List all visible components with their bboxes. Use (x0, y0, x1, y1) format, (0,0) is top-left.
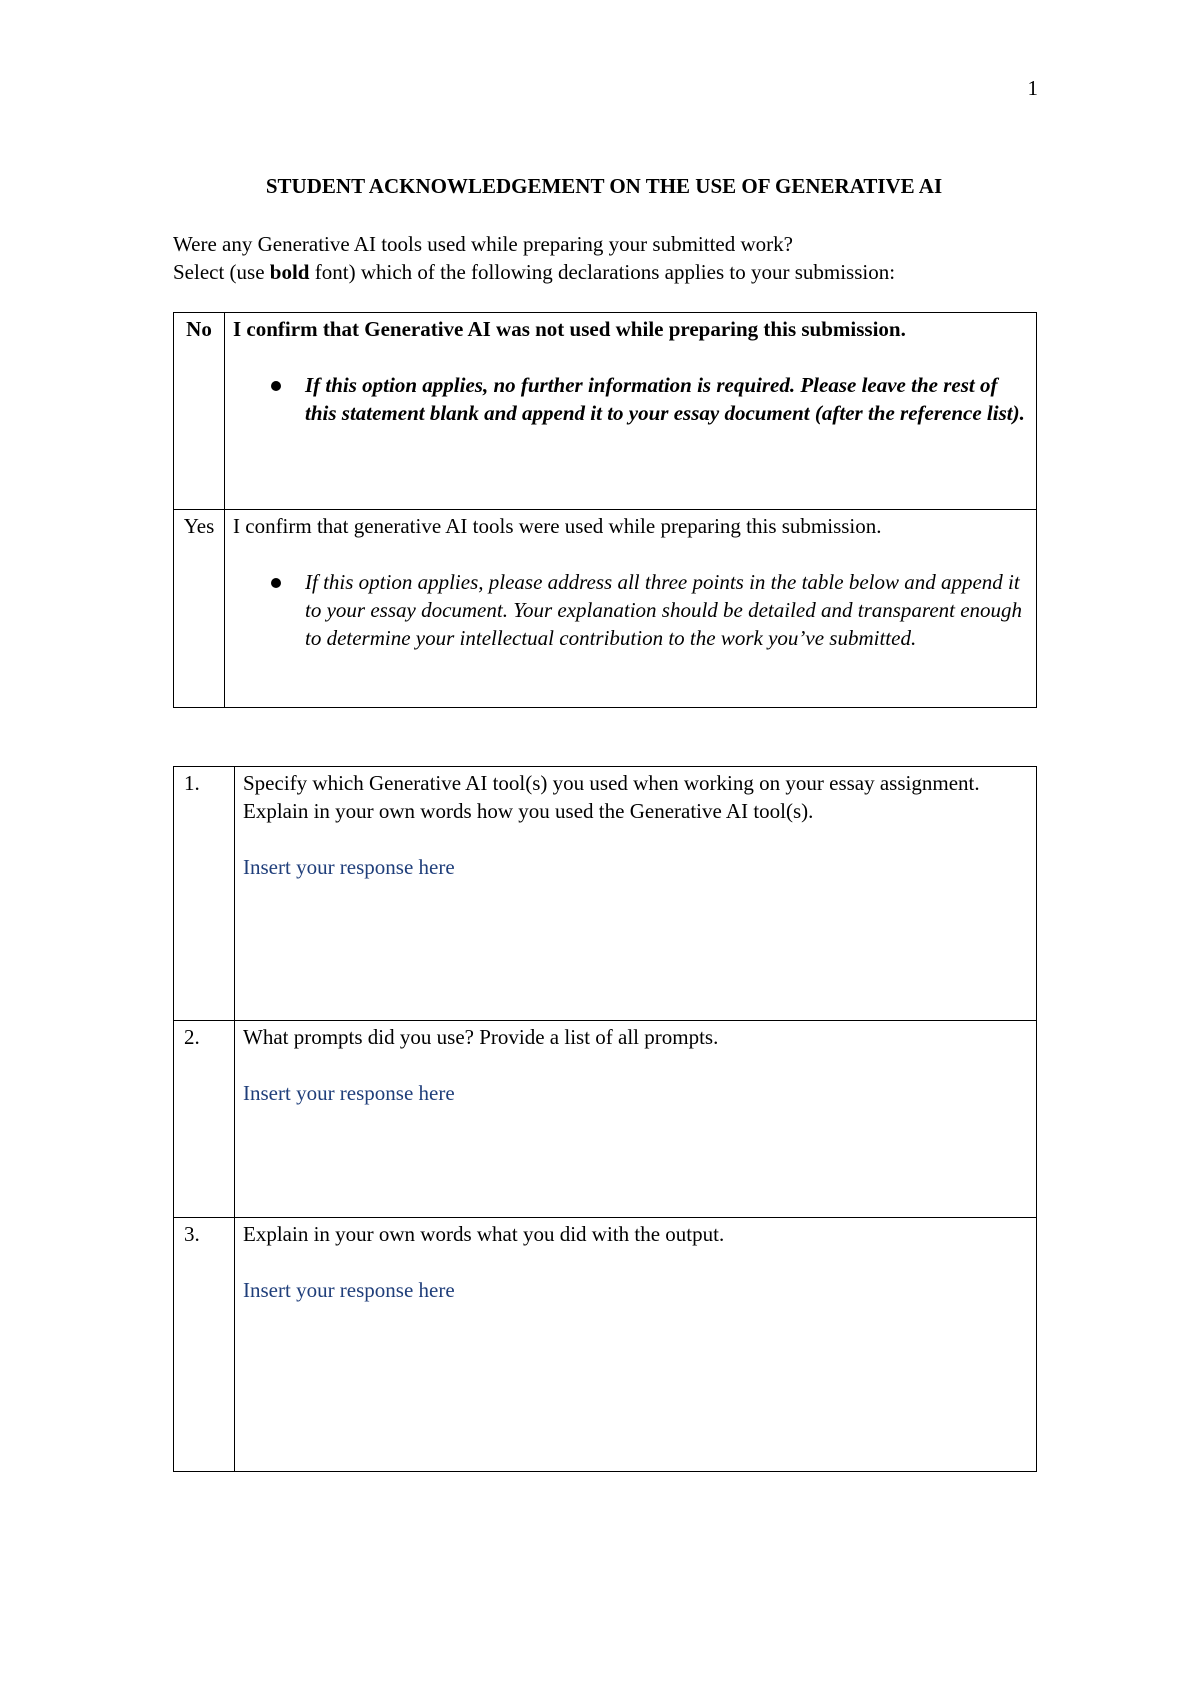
declaration-bullet-text-no: If this option applies, no further information is required. Please leave the rest of this statement blank and append it to your essay document (after the reference list). (305, 373, 1025, 425)
declaration-label-no: No (174, 313, 225, 510)
declaration-bullet-yes (305, 568, 1028, 652)
intro-instruction-bold: bold (269, 260, 310, 284)
question-row-1 (174, 767, 1037, 1021)
bullet-icon (271, 381, 281, 391)
question-text-3: Explain in your own words what you did with the output. (243, 1222, 725, 1246)
question-row-2 (174, 1021, 1037, 1218)
question-cell-3 (235, 1218, 1037, 1472)
declarations-table (173, 312, 1037, 708)
question-cell-1 (235, 767, 1037, 1021)
intro-instruction-after: font) which of the following declarations applies to your submission: (309, 260, 896, 284)
declaration-row-no (174, 313, 1037, 510)
declaration-bullets-no (233, 371, 1028, 427)
declaration-statement-yes: I confirm that generative AI tools were used while preparing this submission. (233, 514, 882, 538)
declaration-bullet-no (305, 371, 1028, 427)
question-text-1: Specify which Generative AI tool(s) you used when working on your essay assignment. Explain in your own words how you used the Generative AI tool(s). (243, 771, 980, 823)
declaration-row-yes (174, 510, 1037, 708)
declaration-label-yes: Yes (174, 510, 225, 708)
response-field-2[interactable]: Insert your response here (243, 1081, 455, 1105)
page-number: 1 (1027, 76, 1038, 100)
question-cell-2 (235, 1021, 1037, 1218)
question-number-1: 1. (174, 767, 235, 1021)
questions-table (173, 766, 1037, 1472)
declaration-cell-yes[interactable] (225, 510, 1037, 708)
intro-instruction-before: Select (use (173, 260, 270, 284)
question-text-2: What prompts did you use? Provide a list of all prompts. (243, 1025, 719, 1049)
question-row-3 (174, 1218, 1037, 1472)
intro (173, 230, 1053, 286)
document-title: STUDENT ACKNOWLEDGEMENT ON THE USE OF GENERATIVE AI (265, 174, 943, 198)
intro-question: Were any Generative AI tools used while preparing your submitted work? (173, 232, 793, 256)
response-field-3[interactable]: Insert your response here (243, 1278, 455, 1302)
bullet-icon (271, 578, 281, 588)
response-field-1[interactable]: Insert your response here (243, 855, 455, 879)
declaration-statement-no: I confirm that Generative AI was not used while preparing this submission. (233, 317, 906, 341)
declaration-cell-no[interactable] (225, 313, 1037, 510)
question-number-2: 2. (174, 1021, 235, 1218)
declaration-bullets-yes (233, 568, 1028, 652)
question-number-3: 3. (174, 1218, 235, 1472)
declaration-bullet-text-yes: If this option applies, please address all three points in the table below and append it to your essay document. Your explanation should be detailed and transparent enough to determine your intellectual contribution to the work you’ve submitted. (305, 570, 1023, 650)
intro-instruction (173, 258, 1053, 286)
